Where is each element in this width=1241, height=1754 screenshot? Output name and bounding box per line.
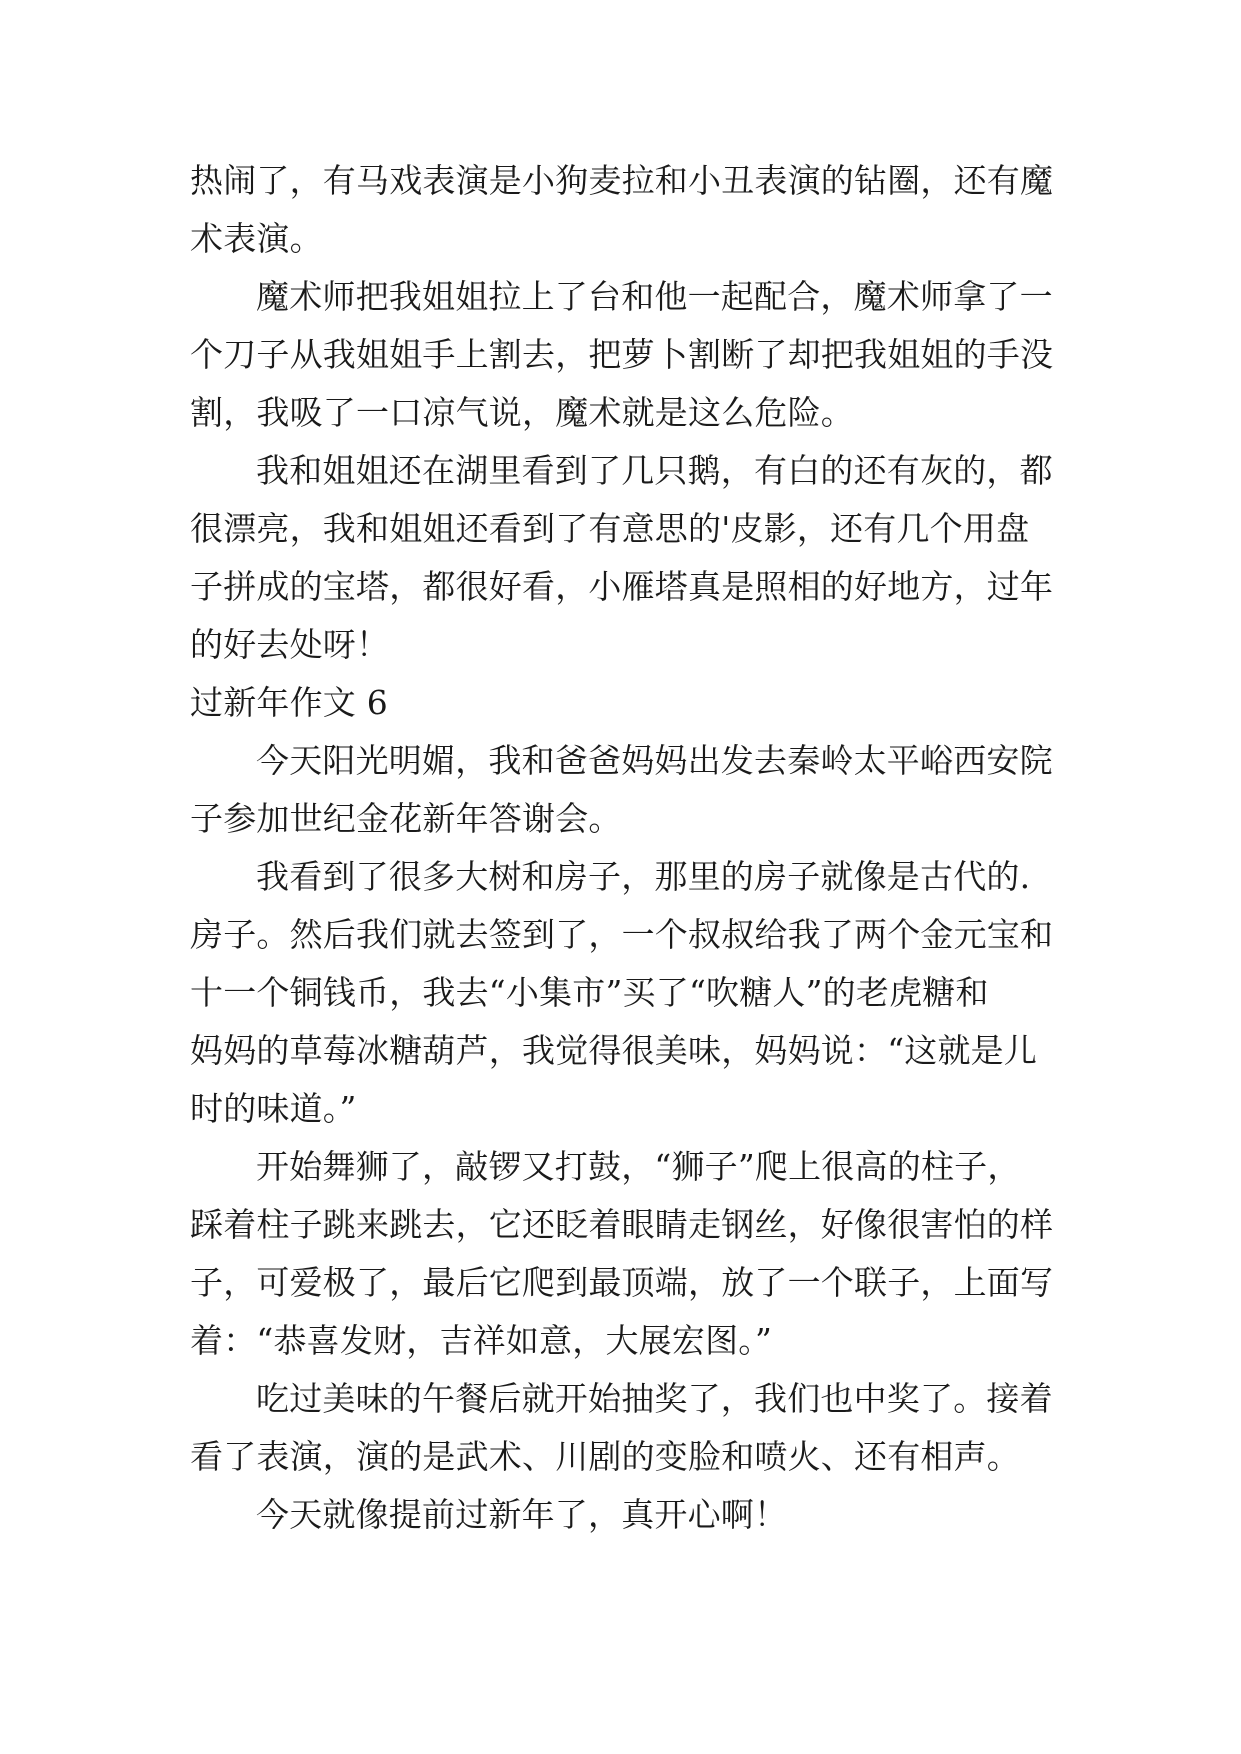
essay-line: 我看到了很多大树和房子，那里的房子就像是古代的. xyxy=(256,857,1031,896)
essay-line: 子，可爱极了，最后它爬到最顶端，放了一个联子，上面写 xyxy=(190,1263,1054,1302)
essay-line: 魔术师把我姐姐拉上了台和他一起配合，魔术师拿了一 xyxy=(256,277,1053,316)
essay-line: 今天就像提前过新年了，真开心啊！ xyxy=(256,1495,788,1534)
essay-line: 房子。然后我们就去签到了，一个叔叔给我了两个金元宝和 xyxy=(190,915,1054,954)
essay-line: 很漂亮，我和姐姐还看到了有意思的'皮影，还有几个用盘 xyxy=(190,509,1030,548)
section-heading: 过新年作文 6 xyxy=(190,683,388,722)
essay-line: 踩着柱子跳来跳去，它还眨着眼睛走钢丝，好像很害怕的样 xyxy=(190,1205,1054,1244)
essay-line: 术表演。 xyxy=(190,219,323,258)
essay-line: 子拼成的宝塔，都很好看，小雁塔真是照相的好地方，过年 xyxy=(190,567,1054,606)
essay-line: 热闹了，有马戏表演是小狗麦拉和小丑表演的钻圈，还有魔 xyxy=(190,161,1054,200)
essay-line: 开始舞狮了，敲锣又打鼓，“狮子”爬上很高的柱子， xyxy=(256,1147,1021,1186)
essay-line: 我和姐姐还在湖里看到了几只鹅，有白的还有灰的，都 xyxy=(256,451,1053,490)
essay-body xyxy=(190,152,1241,1544)
essay-line: 着：“恭喜发财，吉祥如意，大展宏图。” xyxy=(190,1321,773,1360)
essay-line: 今天阳光明媚，我和爸爸妈妈出发去秦岭太平峪西安院 xyxy=(256,741,1053,780)
essay-line: 的好去处呀！ xyxy=(190,625,390,664)
essay-line: 吃过美味的午餐后就开始抽奖了，我们也中奖了。接着 xyxy=(256,1379,1053,1418)
essay-line: 个刀子从我姐姐手上割去，把萝卜割断了却把我姐姐的手没 xyxy=(190,335,1054,374)
essay-line: 看了表演，演的是武术、川剧的变脸和喷火、还有相声。 xyxy=(190,1437,1020,1476)
essay-line: 时的味道。” xyxy=(190,1089,357,1128)
essay-line: 子参加世纪金花新年答谢会。 xyxy=(190,799,622,838)
essay-line: 妈妈的草莓冰糖葫芦，我觉得很美味，妈妈说：“这就是儿 xyxy=(190,1031,1038,1070)
essay-line: 割，我吸了一口凉气说，魔术就是这么危险。 xyxy=(190,393,854,432)
essay-line: 十一个铜钱币，我去“小集市”买了“吹糖人”的老虎糖和 xyxy=(190,973,989,1012)
